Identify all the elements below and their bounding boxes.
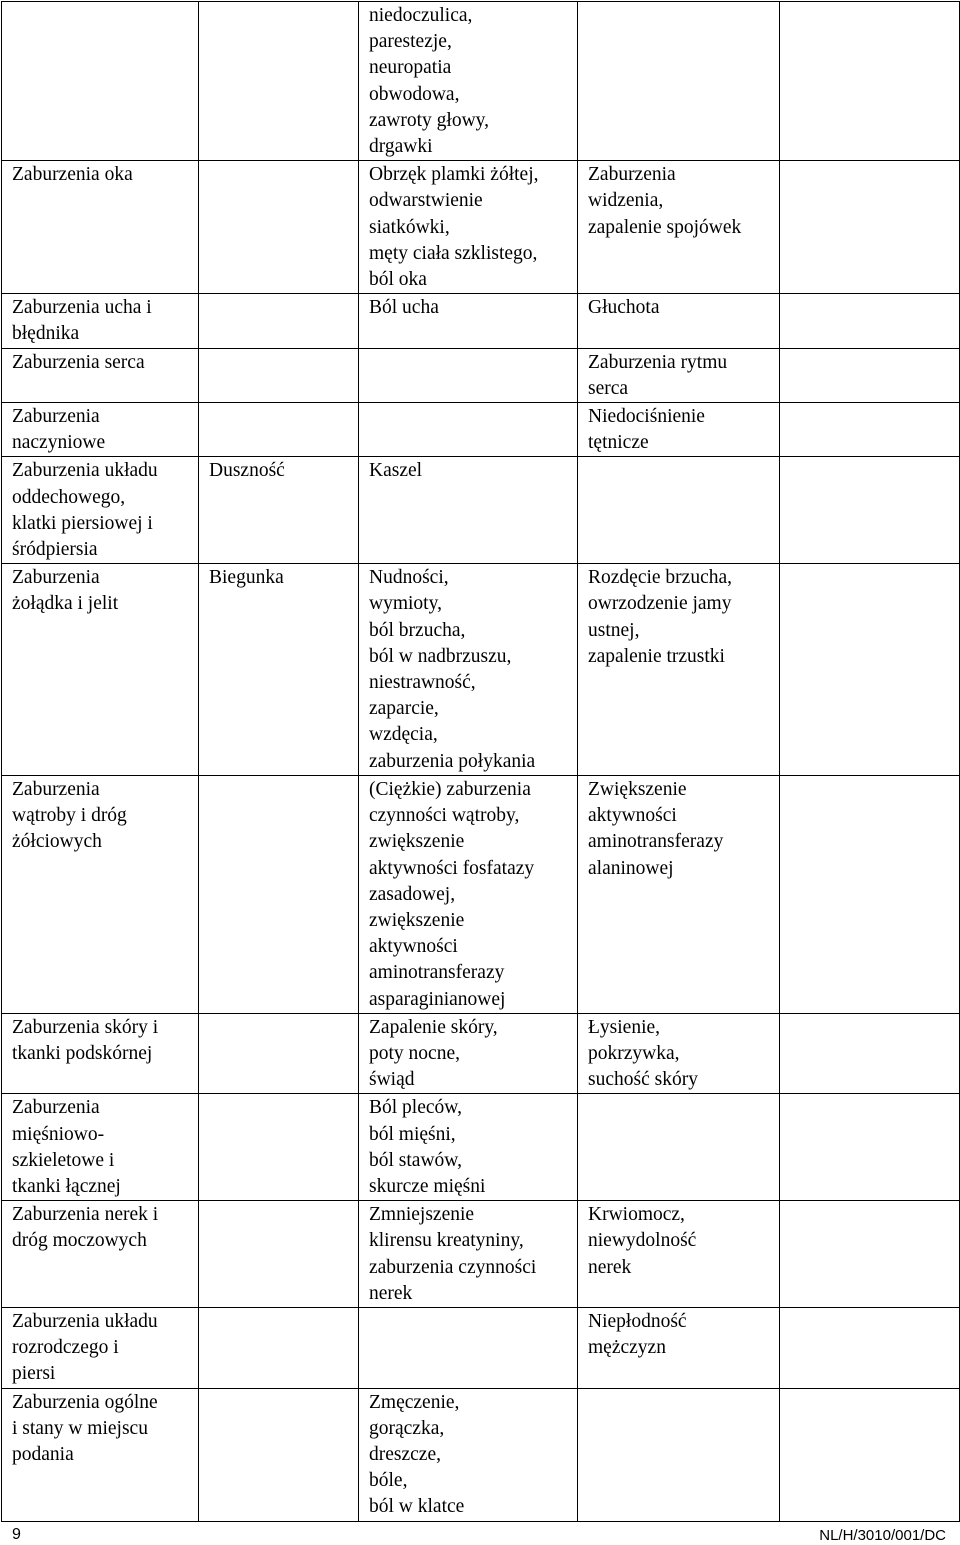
uncommon-cell: Zaburzenia rytmu serca: [578, 348, 780, 402]
common-cell: Ból ucha: [359, 294, 578, 348]
table-row: [2, 457, 960, 564]
rare-cell: [780, 161, 960, 294]
common-cell: Ból pleców, ból mięśni, ból stawów, skurcze mięśni: [359, 1094, 578, 1201]
very-common-cell: [199, 294, 359, 348]
table-row: [2, 1307, 960, 1388]
uncommon-cell: [578, 1388, 780, 1521]
soc-cell: Zaburzenia skóry i tkanki podskórnej: [2, 1013, 199, 1094]
rare-cell: [780, 348, 960, 402]
soc-cell: Zaburzenia układu oddechowego, klatki piersiowej i śródpiersia: [2, 457, 199, 564]
table-row: [2, 1388, 960, 1521]
table-row: [2, 2, 960, 161]
rare-cell: [780, 294, 960, 348]
common-cell: Zmęczenie, gorączka, dreszcze, bóle, ból w klatce: [359, 1388, 578, 1521]
rare-cell: [780, 1307, 960, 1388]
soc-cell: Zaburzenia żołądka i jelit: [2, 564, 199, 776]
common-cell: Zapalenie skóry, poty nocne, świąd: [359, 1013, 578, 1094]
uncommon-cell: Niedociśnienie tętnicze: [578, 403, 780, 457]
very-common-cell: Biegunka: [199, 564, 359, 776]
common-cell: [359, 403, 578, 457]
table-row: [2, 403, 960, 457]
rare-cell: [780, 1013, 960, 1094]
rare-cell: [780, 457, 960, 564]
table-row: [2, 1201, 960, 1308]
uncommon-cell: Zaburzenia widzenia, zapalenie spojówek: [578, 161, 780, 294]
very-common-cell: [199, 1013, 359, 1094]
soc-cell: Zaburzenia układu rozrodczego i piersi: [2, 1307, 199, 1388]
rare-cell: [780, 775, 960, 1013]
very-common-cell: Duszność: [199, 457, 359, 564]
soc-cell: Zaburzenia oka: [2, 161, 199, 294]
rare-cell: [780, 564, 960, 776]
table-row: [2, 1094, 960, 1201]
table-row: [2, 775, 960, 1013]
table-row: [2, 294, 960, 348]
common-cell: niedoczulica, parestezje, neuropatia obwodowa, zawroty głowy, drgawki: [359, 2, 578, 161]
common-cell: Nudności, wymioty, ból brzucha, ból w nadbrzuszu, niestrawność, zaparcie, wzdęcia, zaburzenia połykania: [359, 564, 578, 776]
very-common-cell: [199, 1201, 359, 1308]
soc-cell: Zaburzenia wątroby i dróg żółciowych: [2, 775, 199, 1013]
very-common-cell: [199, 1307, 359, 1388]
table-body: [2, 2, 960, 1522]
uncommon-cell: Krwiomocz, niewydolność nerek: [578, 1201, 780, 1308]
page-number: 9: [12, 1526, 21, 1543]
uncommon-cell: Rozdęcie brzucha, owrzodzenie jamy ustnej, zapalenie trzustki: [578, 564, 780, 776]
soc-cell: Zaburzenia naczyniowe: [2, 403, 199, 457]
table-row: [2, 348, 960, 402]
very-common-cell: [199, 2, 359, 161]
uncommon-cell: Łysienie, pokrzywka, suchość skóry: [578, 1013, 780, 1094]
soc-cell: Zaburzenia ogólne i stany w miejscu podania: [2, 1388, 199, 1521]
soc-cell: Zaburzenia mięśniowo- szkieletowe i tkanki łącznej: [2, 1094, 199, 1201]
rare-cell: [780, 1201, 960, 1308]
common-cell: [359, 1307, 578, 1388]
soc-cell: Zaburzenia serca: [2, 348, 199, 402]
uncommon-cell: Zwiększenie aktywności aminotransferazy alaninowej: [578, 775, 780, 1013]
common-cell: (Ciężkie) zaburzenia czynności wątroby, zwiększenie aktywności fosfatazy zasadowej, zwiększenie aktywności aminotransferazy asparaginianowej: [359, 775, 578, 1013]
soc-cell: Zaburzenia ucha i błędnika: [2, 294, 199, 348]
very-common-cell: [199, 775, 359, 1013]
common-cell: Zmniejszenie klirensu kreatyniny, zaburzenia czynności nerek: [359, 1201, 578, 1308]
common-cell: [359, 348, 578, 402]
table-row: [2, 1013, 960, 1094]
very-common-cell: [199, 1094, 359, 1201]
very-common-cell: [199, 348, 359, 402]
document-code: NL/H/3010/001/DC: [819, 1527, 946, 1544]
soc-cell: [2, 2, 199, 161]
very-common-cell: [199, 403, 359, 457]
rare-cell: [780, 2, 960, 161]
uncommon-cell: [578, 1094, 780, 1201]
common-cell: Obrzęk plamki żółtej, odwarstwienie siatkówki, męty ciała szklistego, ból oka: [359, 161, 578, 294]
rare-cell: [780, 1094, 960, 1201]
uncommon-cell: Niepłodność mężczyzn: [578, 1307, 780, 1388]
rare-cell: [780, 403, 960, 457]
uncommon-cell: Głuchota: [578, 294, 780, 348]
very-common-cell: [199, 161, 359, 294]
uncommon-cell: [578, 2, 780, 161]
uncommon-cell: [578, 457, 780, 564]
table-row: [2, 161, 960, 294]
adverse-reactions-table: [1, 1, 960, 1522]
table-row: [2, 564, 960, 776]
common-cell: Kaszel: [359, 457, 578, 564]
rare-cell: [780, 1388, 960, 1521]
very-common-cell: [199, 1388, 359, 1521]
soc-cell: Zaburzenia nerek i dróg moczowych: [2, 1201, 199, 1308]
